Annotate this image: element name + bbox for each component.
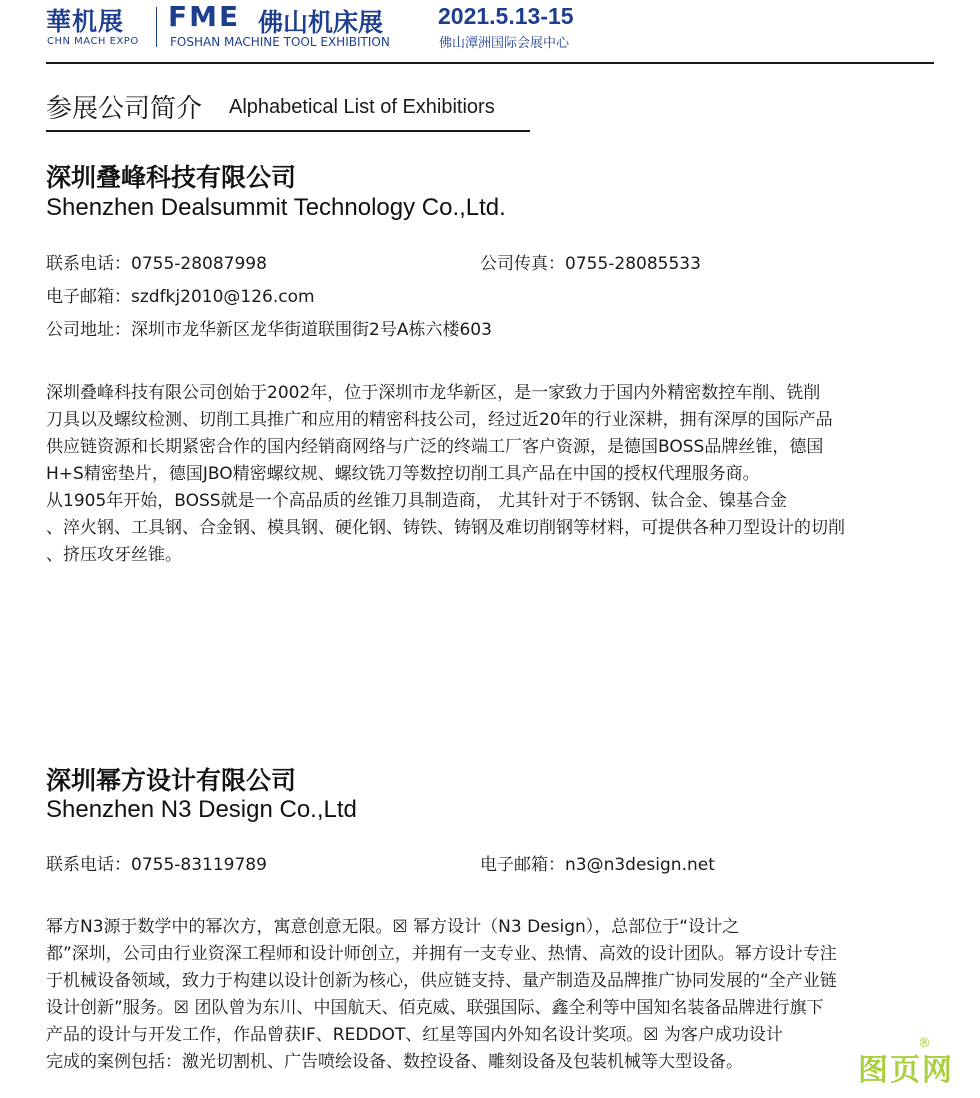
company-1-desc-line: 、淬火钢、工具钢、合金钢、模具钢、硬化钢、铸铁、铸钢及难切削钢等材料，可提供各种刀型设计的切削 <box>46 518 845 538</box>
company-2-desc-line: 设计创新”服务。☒ 团队曾为东川、中国航天、佰克威、联强国际、鑫全利等中国知名装备品牌进行旗下 <box>46 998 824 1018</box>
company-1-address: 公司地址：深圳市龙华新区龙华街道联围街2号A栋六楼603 <box>46 320 492 340</box>
company-1-fax: 公司传真：0755-28085533 <box>480 254 701 274</box>
company-1-desc-line: 深圳叠峰科技有限公司创始于2002年，位于深圳市龙华新区，是一家致力于国内外精密数控车削、铣削 <box>46 383 821 403</box>
header-rule <box>46 62 934 64</box>
chn-mach-expo-logo-en: CHN MACH EXPO <box>47 36 139 47</box>
company-2-desc-line: 都”深圳，公司由行业资深工程师和设计师创立，并拥有一支专业、热情、高效的设计团队。幂方设计专注 <box>46 944 837 964</box>
fme-logo-cn: 佛山机床展 <box>258 8 384 37</box>
section-title-cn: 参展公司简介 <box>46 94 203 124</box>
section-title-en: Alphabetical List of Exhibitiors <box>229 96 495 118</box>
company-1-desc-line: 供应链资源和长期紧密合作的国内经销商网络与广泛的终端工厂客户资源，是德国BOSS品牌丝锥，德国 <box>46 437 824 457</box>
section-title-rule <box>46 130 530 132</box>
company-1-name-en: Shenzhen Dealsummit Technology Co.,Ltd. <box>46 194 506 221</box>
company-1-description <box>46 380 938 569</box>
company-1-desc-line: 刀具以及螺纹检测、切削工具推广和应用的精密科技公司，经过近20年的行业深耕，拥有深厚的国际产品 <box>46 410 833 430</box>
company-1-name-cn: 深圳叠峰科技有限公司 <box>46 163 297 192</box>
company-1-desc-line: H+S精密垫片，德国JBO精密螺纹规、螺纹铣刀等数控切削工具产品在中国的授权代理服务商。 <box>46 464 760 484</box>
watermark-registered-icon: ® <box>918 1036 931 1051</box>
watermark-logo: 图页网 <box>858 1053 954 1088</box>
company-2-desc-line: 于机械设备领域，致力于构建以设计创新为核心，供应链支持、量产制造及品牌推广协同发展的“全产业链 <box>46 971 837 991</box>
chn-mach-expo-logo: 華机展 <box>46 7 125 36</box>
company-2-description <box>46 914 938 1076</box>
company-1-email: 电子邮箱：szdfkj2010@126.com <box>46 287 315 307</box>
fme-logo: FME <box>168 0 241 33</box>
company-1-phone: 联系电话：0755-28087998 <box>46 254 267 274</box>
exhibition-venue: 佛山潭洲国际会展中心 <box>439 36 570 51</box>
company-2-phone: 联系电话：0755-83119789 <box>46 855 267 875</box>
company-2-name-en: Shenzhen N3 Design Co.,Ltd <box>46 796 357 823</box>
company-1-desc-line: 从1905年开始，BOSS就是一个高品质的丝锥刀具制造商， 尤其针对于不锈钢、钛合金、镍基合金 <box>46 491 787 511</box>
fme-logo-en: FOSHAN MACHINE TOOL EXHIBITION <box>170 35 390 49</box>
exhibition-date: 2021.5.13-15 <box>438 3 574 29</box>
company-1-desc-line: 、挤压攻牙丝锥。 <box>46 545 182 565</box>
company-2-desc-line: 完成的案例包括：激光切割机、广告喷绘设备、数控设备、雕刻设备及包装机械等大型设备。 <box>46 1052 743 1072</box>
company-2-desc-line: 幂方N3源于数学中的幂次方，寓意创意无限。☒ 幂方设计（N3 Design），总部位于“设计之 <box>46 917 740 937</box>
header-divider <box>156 7 157 47</box>
company-2-desc-line: 产品的设计与开发工作，作品曾获IF、REDDOT、红星等国内外知名设计奖项。☒ 为客户成功设计 <box>46 1025 783 1045</box>
company-2-name-cn: 深圳幂方设计有限公司 <box>46 766 297 795</box>
company-2-email: 电子邮箱：n3@n3design.net <box>480 855 715 875</box>
